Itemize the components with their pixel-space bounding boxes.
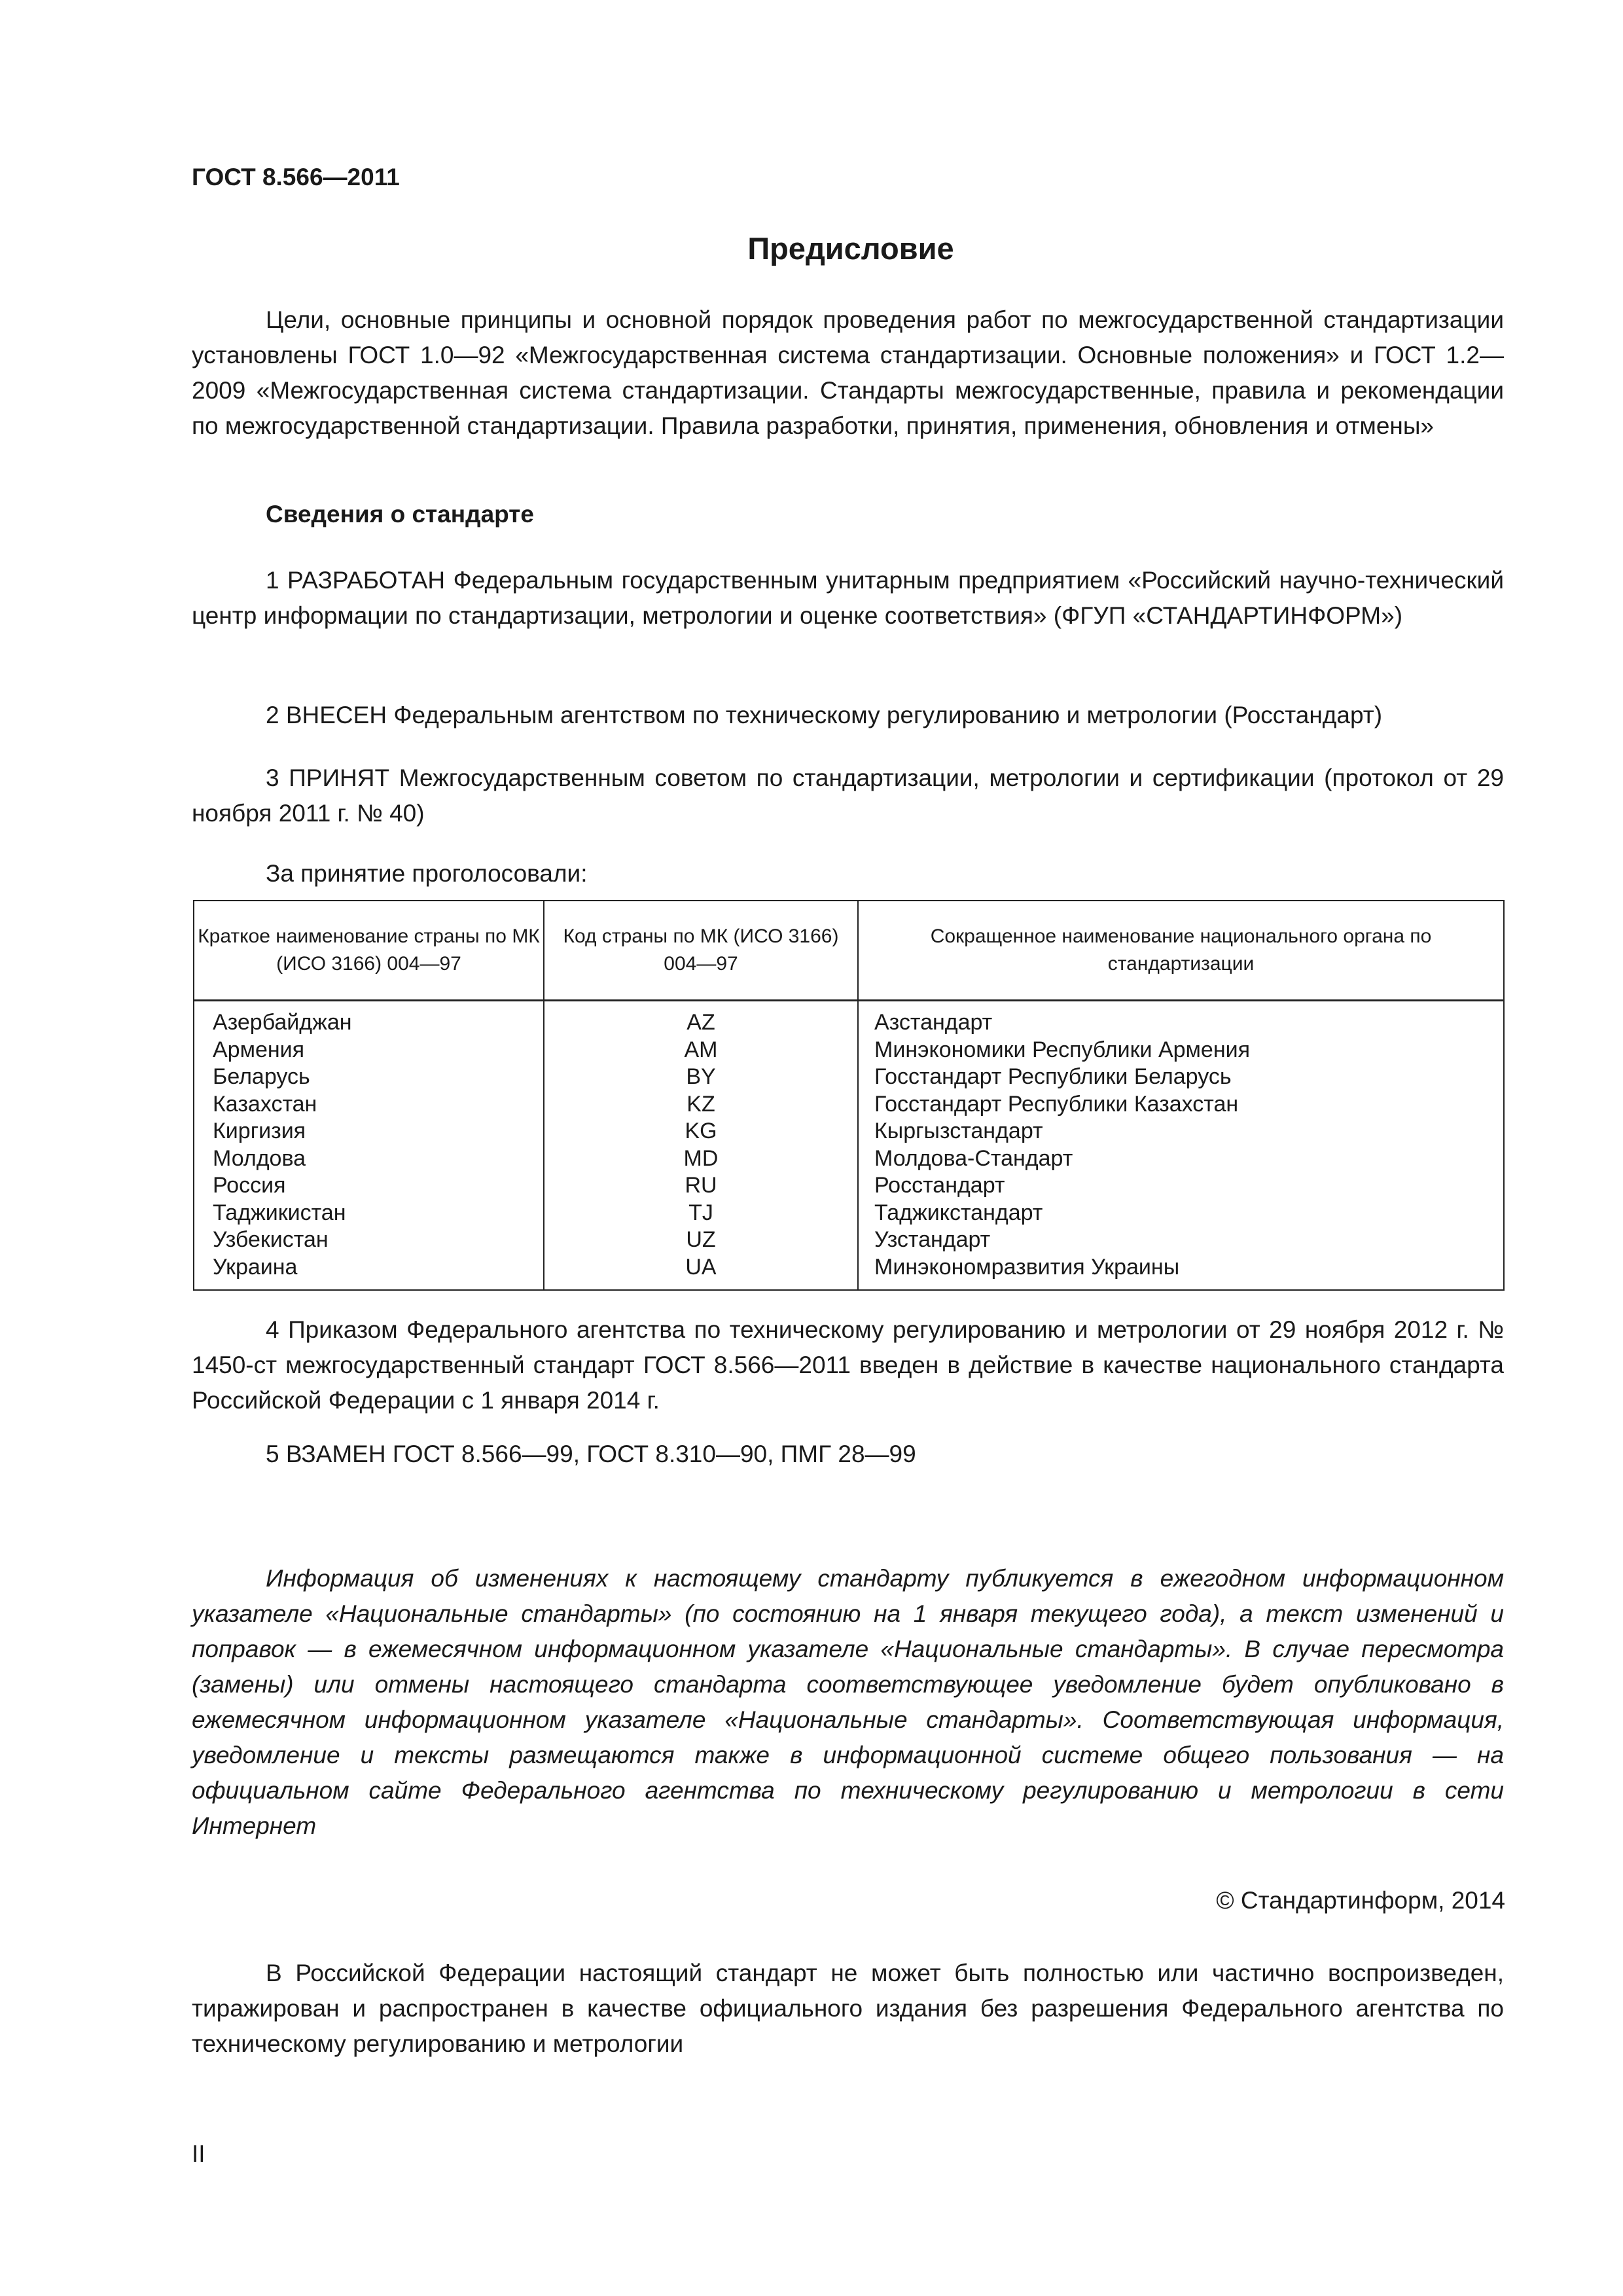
header-code: Код страны по МК (ИСО 3166) 004—97 (544, 901, 858, 1001)
code-cell: KZ (687, 1091, 715, 1117)
country-cell: Армения (213, 1037, 305, 1062)
body-cell: Минэкономики Республики Армения (874, 1037, 1250, 1062)
body-cell: Узстандарт (874, 1227, 991, 1252)
vote-table-header-row (194, 901, 1504, 1001)
code-cell: MD (683, 1145, 719, 1171)
country-column (194, 1001, 544, 1291)
change-notice-text: Информация об изменениях к настоящему стандарту публикуется в ежегодном информационном указателе «Национальные стандарты» (по состоянию на 1 января текущего года), а текст изменений и поправок — в ежемесячном информационном указателе «Национальные стандарты». В случае пересмотра (замены) или отмены настоящего стандарта соответствующее уведомление будет опубликовано в ежемесячном информационном указателе «Национальные стандарты». Соответствующая информация, уведомление и тексты размещаются также в информационной системе общего пользования — на официальном сайте Федерального агентства по техническому регулированию и метрологии в сети Интернет (192, 1565, 1504, 1839)
code-cell: AM (684, 1037, 718, 1062)
code-cell: KG (685, 1119, 717, 1143)
about-item-4 (192, 1312, 1504, 1418)
about-item-3 (192, 761, 1504, 831)
country-cell: Узбекистан (213, 1227, 329, 1252)
header-body: Сокращенное наименование национального органа по стандартизации (858, 901, 1504, 1001)
about-item-2 (192, 698, 1504, 733)
body-cell: Азстандарт (874, 1010, 993, 1035)
code-cell: AZ (687, 1010, 715, 1035)
country-cell: Азербайджан (213, 1010, 352, 1035)
legal-notice-text: В Российской Федерации настоящий стандарт не может быть полностью или частично воспроизведен, тиражирован и распространен в качестве официального издания без разрешения Федерального агентства по техническому регулированию и метрологии (192, 1960, 1504, 2057)
country-cell: Беларусь (213, 1064, 310, 1089)
code-cell: TJ (688, 1200, 713, 1225)
preface-intro-text: Цели, основные принципы и основной порядок проведения работ по межгосударственной стандартизации установлены ГОСТ 1.0—92 «Межгосударственная система стандартизации. Основные положения» и ГОСТ 1.2—2009 «Межгосударственная система стандартизации. Стандарты межгосударственные, правила и рекомендации по межгосударственной стандартизации. Правила разработки, принятия, применения, обновления и отмены» (192, 306, 1504, 439)
standard-code: ГОСТ 8.566—2011 (192, 164, 400, 190)
copyright: © Стандартинформ, 2014 (1216, 1887, 1505, 1914)
body-cell: Росстандарт (874, 1173, 1005, 1198)
country-cell: Украина (213, 1254, 298, 1280)
about-heading: Сведения о стандарте (266, 501, 534, 528)
preface-intro (192, 302, 1504, 444)
country-cell: Киргизия (213, 1119, 306, 1143)
code-column (544, 1001, 858, 1291)
about-item-5 (192, 1437, 1504, 1472)
body-column (858, 1001, 1504, 1291)
body-cell: Молдова-Стандарт (874, 1145, 1073, 1171)
body-cell: Таджикстандарт (874, 1200, 1043, 1225)
vote-table (193, 900, 1505, 1291)
country-cell: Таджикистан (213, 1200, 346, 1225)
legal-notice (192, 1956, 1504, 2062)
code-cell: UA (685, 1254, 717, 1280)
page-number: II (192, 2140, 205, 2167)
about-item-1 (192, 563, 1504, 634)
code-cell: RU (685, 1173, 717, 1198)
body-cell: Госстандарт Республики Казахстан (874, 1091, 1239, 1117)
about-item-5-text: 5 ВЗАМЕН ГОСТ 8.566—99, ГОСТ 8.310—90, ПМГ 28—99 (266, 1441, 916, 1467)
about-item-3-text: 3 ПРИНЯТ Межгосударственным советом по стандартизации, метрологии и сертификации (протокол от 29 ноября 2011 г. № 40) (192, 764, 1504, 827)
body-cell: Госстандарт Республики Беларусь (874, 1064, 1232, 1089)
preface-title: Предисловие (747, 231, 954, 266)
about-item-1-text: 1 РАЗРАБОТАН Федеральным государственным унитарным предприятием «Российский научно-технический центр информации по стандартизации, метрологии и оценке соответствия» (ФГУП «СТАНДАРТИНФОРМ») (192, 567, 1504, 629)
country-cell: Казахстан (213, 1091, 317, 1117)
vote-table-body-row (194, 1001, 1504, 1291)
code-cell: UZ (686, 1227, 716, 1252)
change-notice (192, 1561, 1504, 1844)
country-cell: Россия (213, 1173, 286, 1198)
header-country: Краткое наименование страны по МК (ИСО 3166) 004—97 (194, 901, 544, 1001)
about-item-2-text: 2 ВНЕСЕН Федеральным агентством по техническому регулированию и метрологии (Росстандарт) (266, 702, 1383, 728)
about-item-4-text: 4 Приказом Федерального агентства по техническому регулированию и метрологии от 29 ноября 2012 г. № 1450-ст межгосударственный стандарт ГОСТ 8.566—2011 введен в действие в качестве национального стандарта Российской Федерации с 1 января 2014 г. (192, 1316, 1504, 1414)
body-cell: Кыргызстандарт (874, 1119, 1043, 1143)
body-cell: Минэкономразвития Украины (874, 1254, 1180, 1280)
code-cell: BY (686, 1064, 716, 1089)
country-cell: Молдова (213, 1145, 306, 1171)
voted-label: За принятие проголосовали: (266, 860, 588, 887)
